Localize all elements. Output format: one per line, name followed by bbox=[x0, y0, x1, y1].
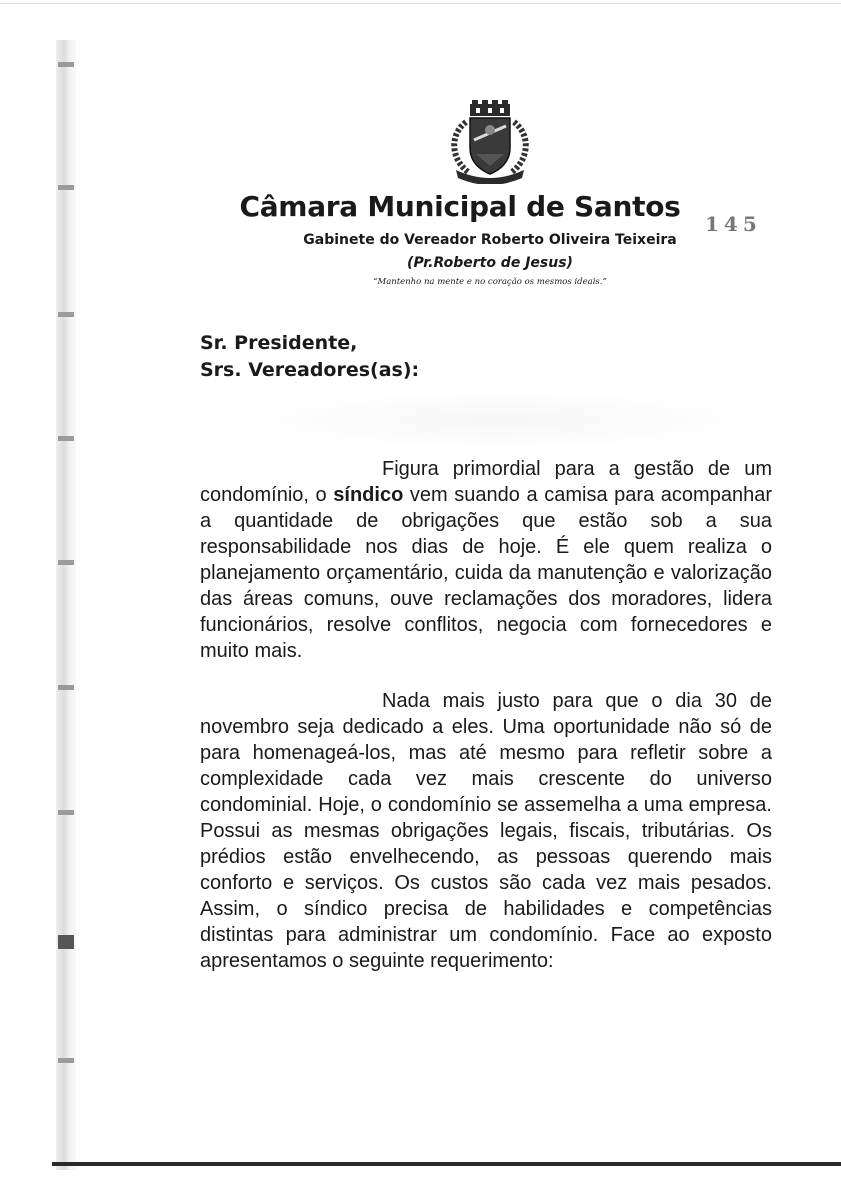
binding-mark bbox=[58, 685, 74, 690]
coat-of-arms-icon bbox=[446, 100, 534, 184]
body-paragraph bbox=[200, 456, 772, 664]
bold-term: síndico bbox=[333, 484, 404, 506]
page-number-stamp: 145 bbox=[705, 212, 762, 236]
binding-strip bbox=[56, 40, 76, 1170]
binding-mark bbox=[58, 62, 74, 67]
councilor-alias: (Pr.Roberto de Jesus) bbox=[407, 255, 573, 271]
binding-mark bbox=[58, 810, 74, 815]
binding-mark bbox=[58, 935, 74, 949]
office-subtitle: Gabinete do Vereador Roberto Oliveira Teixeira bbox=[303, 232, 677, 248]
salutation-line: Srs. Vereadores(as): bbox=[200, 359, 420, 381]
binding-mark bbox=[58, 185, 74, 190]
binding-mark bbox=[58, 436, 74, 441]
bottom-rule bbox=[52, 1162, 841, 1166]
paragraph-text: vem suando a camisa para acompanhar a quantidade de obrigações que estão sob a sua responsabilidade nos dias de hoje. É ele quem realiza o planejamento orçamentário, cuida da manutenção e valorização das áreas comuns, ouve reclamações dos moradores, lidera funcionários, resolve conflitos, negocia com fornecedores e muito mais. bbox=[200, 484, 772, 662]
salutation-line: Sr. Presidente, bbox=[200, 332, 358, 354]
scan-smudge bbox=[230, 390, 770, 450]
binding-mark bbox=[58, 560, 74, 565]
binding-mark bbox=[58, 312, 74, 317]
salutation bbox=[200, 330, 419, 384]
body-paragraph: Nada mais justo para que o dia 30 de novembro seja dedicado a eles. Uma oportunidade não só de para homenageá-los, mas até mesmo para refletir sobre a complexidade cada vez mais crescente do universo condominial. Hoje, o condomínio se assemelha a uma empresa. Possui as mesmas obrigações legais, fiscais, tributárias. Os prédios estão envelhecendo, as pessoas querendo mais conforto e serviços. Os custos são cada vez mais pesados. Assim, o síndico precisa de habilidades e competências distintas para administrar um condomínio. Face ao exposto apresentamos o seguinte requerimento: bbox=[200, 690, 772, 972]
paragraph-text: Figura primordial para a gestão de um condomínio, o bbox=[200, 458, 772, 506]
binding-mark bbox=[58, 1058, 74, 1063]
scan-edge-line bbox=[0, 3, 841, 4]
institution-title: Câmara Municipal de Santos bbox=[239, 190, 681, 223]
motto: “Mantenho na mente e no coração os mesmos ideais.” bbox=[373, 277, 607, 287]
